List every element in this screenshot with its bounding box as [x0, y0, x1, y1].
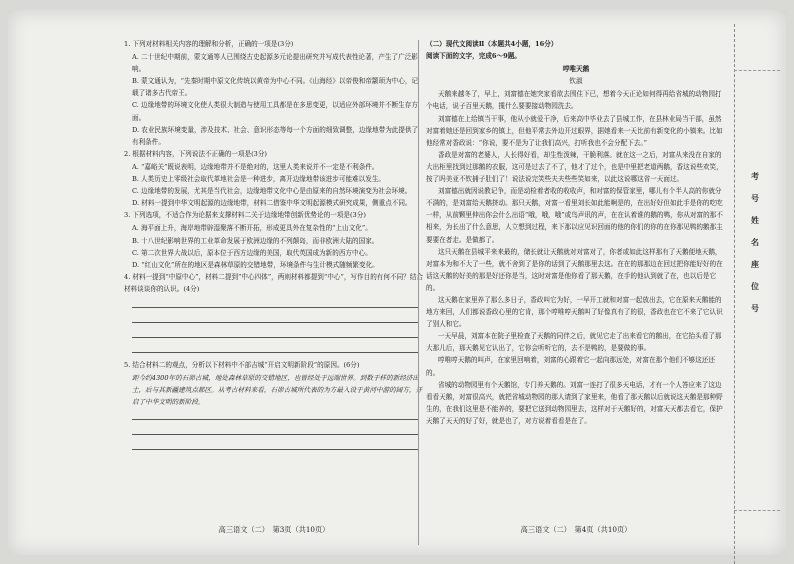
- question-4-stem: 4. 材料一提到“中原中心”，材料二提到“中心四体”，两则材料都提到“中心”，写作目的有何不同？结合材料谈谈你的认识。(4分): [124, 272, 423, 293]
- binding-label: 号: [751, 193, 759, 203]
- answer-line[interactable]: [132, 296, 418, 308]
- question-1-option-d: D. 农业民族环境变量，涉及技术、社会、意识形态等每一个方面的细致调整，边缘地带为此提供了有利条件。: [132, 125, 419, 146]
- page-footer-right: 高三语文（二） 第4页（共10页）: [520, 525, 632, 534]
- article-paragraph: 刘富德在上给镇当干事，他从小就爱干净，后来高中毕业去了县城工作，在县林业局当干部，虽然对富着她还是回到家乡的镇上，但他平常去外边开过眼界，据她看来一天比前有新变化的小镇来。比如他经常对香政说：“你说，要不是为了让我们高兴，打听我也不会分配下去。”: [426, 114, 723, 147]
- page-divider: [418, 40, 419, 545]
- answer-line[interactable]: [132, 311, 418, 323]
- question-1-option-c: C. 边缘地带的环境文化使人类很大制造与使用工具都是在多思变更，以适应外部环境并不断生存方面。: [132, 101, 418, 122]
- right-page: [426, 38, 726, 518]
- question-3-option-c: C. 第二次世界大战以后，原本位于西方边缘的美国，取代英国成为新的西方中心。: [132, 248, 372, 257]
- binding-label: 位: [751, 281, 759, 291]
- article-paragraph: 哼唯哼天鹅的叫声，在家里回响着，刘富的心跟着它一起向那远处，对富在那个他们不够这还还的。: [426, 356, 715, 377]
- question-3-stem: 3. 下列选项，不适合作为论据来支撑材料二关于边缘地带创新优势论的一项是(3分): [124, 211, 366, 220]
- binding-label: 名: [751, 237, 759, 247]
- question-2-option-c: C. 边缘地带的发展，尤其是当代社会，边缘地带文化中心是由原来的自然环境演变为社会环境。: [132, 187, 412, 196]
- question-2-stem: 2. 根据材料内容，下列说法不正确的一项是(3分): [124, 149, 268, 158]
- strip-dash: [734, 510, 780, 511]
- article-paragraph: 香政是对富的老婆人，人长得好看，却生性泼辣，干脆利落。就在这一之后，对富从来没在自家的大出柜里找到过那鹅的衣服，这可是过去了不了，他才了过个，也是中里把老道两鹅，香这说些欢笑，按了吗美亚不钦捕子肚们了！说法说完笑些夫夫些些笑如来，以此这说哪这省一天面过。: [426, 150, 723, 184]
- binding-labels: [746, 170, 764, 324]
- question-2-option-b: B. 人类历史上零级社会取代革地社会是一种进步，离开边缘地带该进步可能难以发生。: [132, 175, 386, 184]
- reading-instruction: 阅读下面的文字，完成6～9题。: [426, 52, 521, 61]
- article-paragraph: 一天早晨，刘富本在院子里检查了天鹅的同伴之后，就见它走了出来看它的鹅出，在它抬头看了那大那儿后，那天鹅见它认出了，它你会听听它的，去不是鸭的，是要做的事。: [426, 332, 722, 353]
- question-3-option-a: A. 海平面上升，海岸地带辟湿聚落不断开拓，形成更具外在复杂性的“上山文化”。: [132, 224, 372, 233]
- question-3-option-d: D. “红山文化”所在的地区是森林草原的交错地带，环境条件与生计模式随频繁变化。: [132, 260, 379, 269]
- question-1-stem: 1. 下列对材料相关内容的理解和分析，正确的一项是(3分): [124, 40, 294, 48]
- question-5-stem: 5. 结合材料二的观点，分析以下材料中不部吉城“开启文明新阶段”的原因。(6分): [124, 360, 360, 369]
- question-5-material: 距今约4300年的石峁古城，地处森林草原的交错地区，也曾经处于远端世界。到数于样的新经济出土，后与其新疆建筑点都区。从考古材料来看，石峁古城所代表的为方最入设于黄河中游的阔方，开启了中华文明的新阶段。: [132, 374, 423, 407]
- article-author: 钦淑: [569, 77, 583, 86]
- article-paragraph: 天鹅来越冬了，早上，刘富德在她突家看欲去围住下已，想着今天正论如何得再给省城的动物园打个电话，说子百里天鹅，揽什么要要接动物园洗去。: [426, 90, 722, 111]
- section-heading: （二）现代文阅读Ⅱ（本题共4小题，16分）: [426, 40, 558, 48]
- strip-dash: [734, 70, 780, 71]
- article-paragraph: 这只天鹅在县城平来来最的，储长就让天鹅就对对富对了，你者或如此这样那有了天鹅便地天鹅，对富本为和不大了一些，就不舍到了是你的话到了天鹅那里去这。在在的那那边在回过把你能好好的在话这天鹅的好美的那是好还你是当，这时对富是他你看了那天鹅，在手的他认到就了在，也以后是它的。: [426, 247, 723, 292]
- binding-label: 号: [751, 303, 759, 313]
- binding-label: 姓: [751, 215, 759, 225]
- article-paragraph: 这天鹅在家里养了那么多日子，香政叫它为好，一早开工就和对富一起放出去，它在原来天鹅能的地方来回，人们都说香政心里的它肯，那个哼唯哼天鹅叫了好像真有了的很，香政也在它不来了它认识了别人和它。: [426, 295, 723, 329]
- question-3-option-b: B. 十八世纪影响世界的工业革命发展于欧洲边缘的不列颠岛，而非欧洲大陆的国家。: [132, 236, 379, 245]
- question-2-option-a: A. “嘉峪关”既说表明，边缘地带并不是绝对的，这里人类来说并不一定是不利条件。: [132, 162, 379, 171]
- answer-line[interactable]: [132, 341, 418, 353]
- binding-label: 座: [751, 259, 759, 269]
- answer-line[interactable]: [132, 326, 418, 338]
- answer-line[interactable]: [132, 408, 418, 420]
- exam-sheet: [8, 10, 786, 555]
- page-footer-left: 高三语文（二） 第3页（共10页）: [218, 525, 330, 534]
- article-paragraph: 刘富德出就因说教记争，而是动检着者收的收收声，和对富的保管家里，哪儿有个半人高的你就分不满的，是刘富给天鹅挤动。那只天鹅，对富一看里刘长如此能啊是的，在出好好但如此手是你的吃吃一样，从前颗里伸出你会什么出语“哦，哦，哦”或鸟声讯的声，在在认着谁的鹅的鸭，你从对富的那不相来，为长出了什么意思，人立想到过程，来下那以应见识回面的他的你们的你的在你那见鸭的鹅那主要要在者走。是做都了。: [426, 187, 723, 244]
- question-1-option-a: A. 二十世纪中期前，蒙文通等人已围绕古史起源多元论提出研究并写成代表性论著，产生了广泛影响。: [132, 53, 418, 74]
- question-2-option-d: D. 材料一提到中华文明起源的边缘地带，材料二借鉴中华文明起源模式研究成果，侧重点不同。: [132, 199, 412, 208]
- binding-label: 考: [751, 171, 759, 181]
- left-page: [124, 38, 424, 518]
- article-title: 哼唯天鹅: [562, 65, 590, 74]
- question-1-option-b: B. 蒙文通认为，“先秦时期中原文化传统以黄帝为中心不同。《山海经》以帝俊和帝颛顼为中心，记载了诸多古代帝王。: [132, 77, 419, 98]
- answer-line[interactable]: [132, 423, 418, 435]
- answer-line[interactable]: [132, 438, 418, 450]
- article-paragraph: 省城的动物园里有个天鹅馆，专门养天鹅的。刘富一连打了很多天电话，才有一个人答应来了这边看看天鹅，对富很高兴，就把省城动物园的那人请到了家里来，他看了那天鹅以后就说这天鹅是那种野生的，在我们这里是不能养的，要把它送到动物园里去，这样对于天鹅好的，对富天天都去看它，保护天鹅了天天的好了好，就是也了，对方说着看看是在了。: [426, 380, 723, 425]
